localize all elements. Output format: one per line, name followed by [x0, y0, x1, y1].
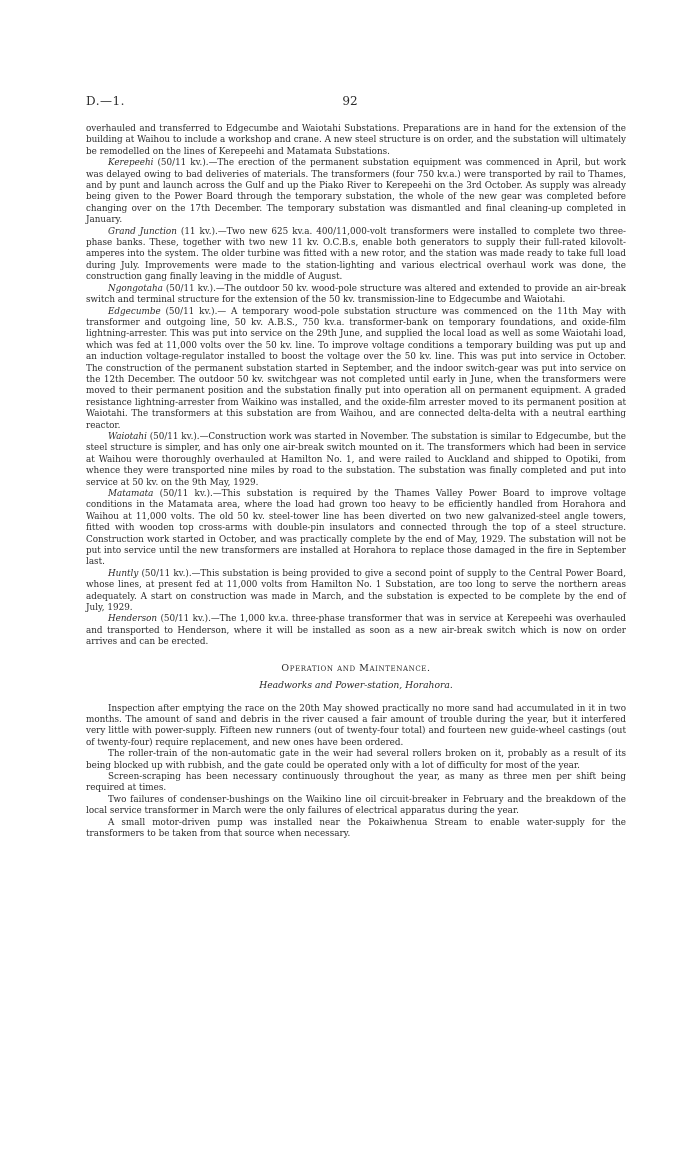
paragraph	[86, 772, 626, 795]
paragraph-lead: Ngongotaha	[108, 283, 163, 294]
paragraph-lead: Waiotahi	[108, 431, 147, 442]
paragraph	[86, 158, 626, 226]
paragraph-text: Two failures of condenser-bushings on the Waikino line oil circuit-breaker in February and the breakdown of the local service transformer in March were the only failures of electrical apparatus during the year.	[86, 794, 626, 817]
paragraph-lead: Henderson	[108, 614, 158, 625]
paragraph-text: overhauled and transferred to Edgecumbe and Waiotahi Substations. Preparations are in hand for the extension of the building at Waihou to include a workshop and crane. A new steel structure is on order, and the substation will ultimately be remodelled on the lines of Kerepeehi and Matamata Substations.	[86, 124, 626, 157]
operation-section	[86, 704, 626, 841]
paragraph-lead: Kerepeehi	[108, 158, 154, 169]
paragraph	[86, 818, 626, 841]
paragraph-text: (50/11 kv.).—This substation is being provided to give a second point of supply to the Central Power Board, whose lines, at present fed at 11,000 volts from Hamilton No. 1 Substation, are too long to serve the northern areas adequately. A start on construction was made in March, and the substation is expected to be complete by the end of July, 1929.	[86, 568, 626, 614]
paragraph	[86, 227, 626, 284]
paragraph	[86, 284, 626, 307]
paragraph-text: (50/11 kv.).—Construction work was started in November. The substation is similar to Edgecumbe, but the steel structure is simpler, and has only one air-break switch mounted on it. The transformers which had been in service at Waihou were thoroughly overhauled at Hamilton No. 1, and were railed to Auckland and shipped to Opotiki, from whence they were transported nine miles by road to the substation. The substation was finally completed and put into service at 50 kv. on the 9th May, 1929.	[86, 431, 626, 488]
paragraph	[86, 489, 626, 569]
paragraph-text: (50/11 kv.).— A temporary wood-pole substation structure was commenced on the 11th May with transformer and outgoing line, 50 kv. A.B.S., 750 kv.a. transformer-bank on temporary foundations, and oxide-film lightning-arrester. This was put into service on the 29th June, and supplied the local load as well as some Waiotahi load, which was fed at 11,000 volts over the 50 kv. line. To improve voltage conditions a temporary building was put up and an induction voltage-regulator installed to boost the voltage over the 50 kv. line. This was put into service in October. The construction of the permanent substation started in September, and the indoor switch-gear was put into service on the 12th December. The outdoor 50 kv. switchgear was not completed until early in June, when the transformers were moved to their permanent position and the substation finally put into operation all on permanent equipment. A graded resistance lightning-arrester from Waikino was installed, and the oxide-film arrester moved to its permanent position at Waiotahi. The transformers at this substation are from Waihou, and are connected delta-delta with a neutral earthing reactor.	[86, 306, 626, 431]
paragraph	[86, 614, 626, 648]
page-header	[86, 94, 614, 110]
page-body	[86, 124, 626, 840]
section-subheading: Headworks and Power-station, Horahora.	[259, 680, 453, 692]
paragraph-text: (50/11 kv.).—The outdoor 50 kv. wood-pole structure was altered and extended to provide an air-break switch and terminal structure for the extension of the 50 kv. transmission-line to Edgecumbe and Waiotahi.	[86, 283, 626, 306]
paragraph-text: (50/11 kv.).—The erection of the permanent substation equipment was commenced in April, but work was delayed owing to bad deliveries of materials. The transformers (four 750 kv.a.) were transported by rail to Thames, and by punt and launch across the Gulf and up the Piako River to Kerepeehi on the 3rd October. As supply was already being given to the Power Board through the temporary substation, the whole of the new gear was completed before changing over on the 17th December. The temporary substation was dismantled and final cleaning-up completed in January.	[86, 158, 626, 226]
paragraph-lead: Edgecumbe	[108, 306, 161, 317]
substations-section	[86, 124, 626, 649]
page-number: 92	[342, 94, 358, 108]
paragraph	[86, 749, 626, 772]
paragraph-text: (11 kv.).—Two new 625 kv.a. 400/11,000-volt transformers were installed to complete two three-phase banks. These, together with two new 11 kv. O.C.B.s, enable both generators to supply their full-rated kilovolt-amperes into the system. The older turbine was fitted with a new rotor, and the station was made ready to take full load during July. Improvements were made to the station-lighting and various electrical overhaul work was done, the construction gang finally leaving in the middle of August.	[86, 226, 627, 283]
paragraph	[86, 124, 626, 158]
paragraph-text: (50/11 kv.).—This substation is required by the Thames Valley Power Board to improve voltage conditions in the Matamata area, where the load had grown too heavy to be efficiently handled from Horahora and Waihou at 11,000 volts. The old 50 kv. steel-tower line has been diverted on two new galvanized-steel angle towers, fitted with wooden top cross-arms with double-pin insulators and connected through the top of a steel structure. Construction work started in October, and was practically complete by the end of May, 1929. The substation will not be put into service until the new transformers are installed at Horahora to replace those damaged in the fire in September last.	[86, 489, 626, 568]
section-heading: Operation and Maintenance.	[281, 662, 431, 674]
paragraph	[86, 307, 626, 432]
document-reference: D.—1.	[86, 94, 125, 108]
paragraph-text: Inspection after emptying the race on the 20th May showed practically no more sand had accumulated in it in two months. The amount of sand and debris in the river caused a fair amount of trouble during the year, but it interfered very little with power-supply. Fifteen new runners (out of twenty-four total) and fourteen new guide-wheel castings (out of twenty-four) require replacement, and new ones have been ordered.	[86, 703, 626, 748]
paragraph-text: A small motor-driven pump was installed near the Pokaiwhenua Stream to enable water-supply for the transformers to be taken from that source when necessary.	[86, 817, 626, 839]
paragraph-lead: Huntly	[108, 568, 139, 579]
paragraph	[86, 432, 626, 489]
paragraph	[86, 704, 626, 750]
paragraph-text: The roller-train of the non-automatic gate in the weir had several rollers broken on it, probably as a result of its being blocked up with rubbish, and the gate could be operated only with a lot of difficulty for most of the year.	[86, 749, 626, 771]
paragraph-lead: Matamata	[108, 489, 154, 499]
paragraph-lead: Grand Junction	[108, 226, 177, 237]
paragraph-text: (50/11 kv.).—The 1,000 kv.a. three-phase transformer that was in service at Kerepeehi was overhauled and transported to Henderson, where it will be installed as soon as a new air-break switch which is now on order arrives and can be erected.	[86, 614, 626, 648]
paragraph	[86, 569, 626, 615]
paragraph-text: Screen-scraping has been necessary continuously throughout the year, as many as three men per shift being required at times.	[86, 771, 626, 794]
paragraph	[86, 795, 626, 818]
